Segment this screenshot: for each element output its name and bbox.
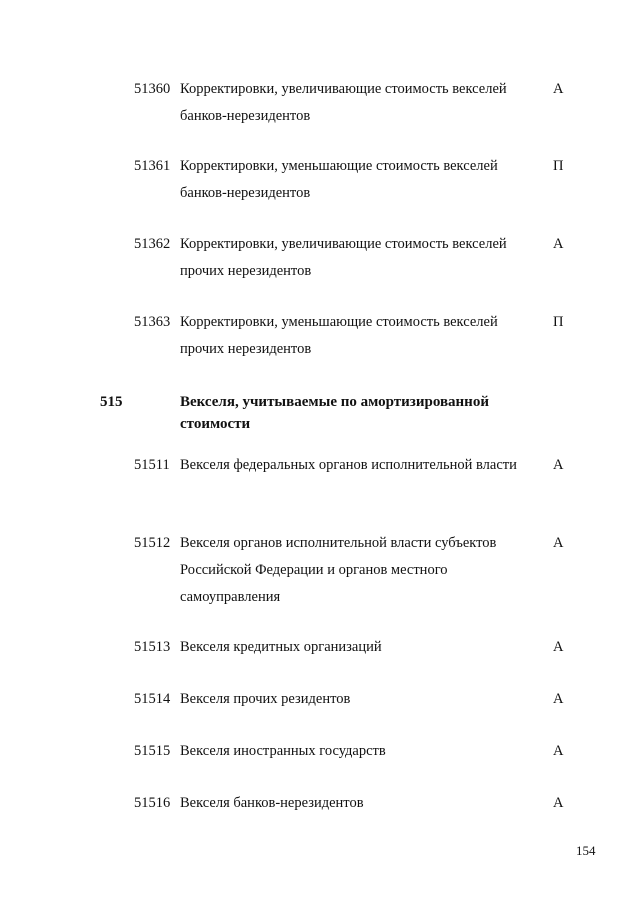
account-description: Корректировки, увеличивающие стоимость векселей банков-нерезидентов <box>180 81 507 124</box>
account-type: А <box>553 236 564 252</box>
account-type: А <box>553 457 564 473</box>
section-code: 515 <box>100 394 123 410</box>
account-description: Векселя органов исполнительной власти субъектов Российской Федерации и органов местного самоуправления <box>180 535 497 605</box>
account-description: Векселя иностранных государств <box>180 743 386 759</box>
account-type: А <box>553 535 564 551</box>
account-description: Векселя федеральных органов исполнительной власти <box>180 457 517 473</box>
account-type: А <box>553 639 564 655</box>
account-type: А <box>553 795 564 811</box>
account-code: 51513 <box>134 639 171 655</box>
page-number: 154 <box>576 843 596 858</box>
account-type: А <box>553 743 564 759</box>
account-code: 51514 <box>134 691 171 707</box>
account-description: Корректировки, уменьшающие стоимость векселей банков-нерезидентов <box>180 158 498 201</box>
account-code: 51515 <box>134 743 171 759</box>
account-type: А <box>553 81 564 97</box>
account-description: Векселя банков-нерезидентов <box>180 795 364 811</box>
account-code: 51512 <box>134 535 171 551</box>
account-type: П <box>553 314 564 330</box>
section-title: Векселя, учитываемые по амортизированной стоимости <box>180 394 489 432</box>
account-type: П <box>553 158 564 174</box>
account-code: 51363 <box>134 314 171 330</box>
account-type: А <box>553 691 564 707</box>
account-description: Векселя кредитных организаций <box>180 639 382 655</box>
account-code: 51516 <box>134 795 171 811</box>
account-code: 51511 <box>134 457 170 473</box>
account-code: 51362 <box>134 236 171 252</box>
account-code: 51360 <box>134 81 171 97</box>
account-description: Векселя прочих резидентов <box>180 691 351 707</box>
account-code: 51361 <box>134 158 171 174</box>
account-description: Корректировки, уменьшающие стоимость векселей прочих нерезидентов <box>180 314 498 357</box>
account-description: Корректировки, увеличивающие стоимость векселей прочих нерезидентов <box>180 236 507 279</box>
